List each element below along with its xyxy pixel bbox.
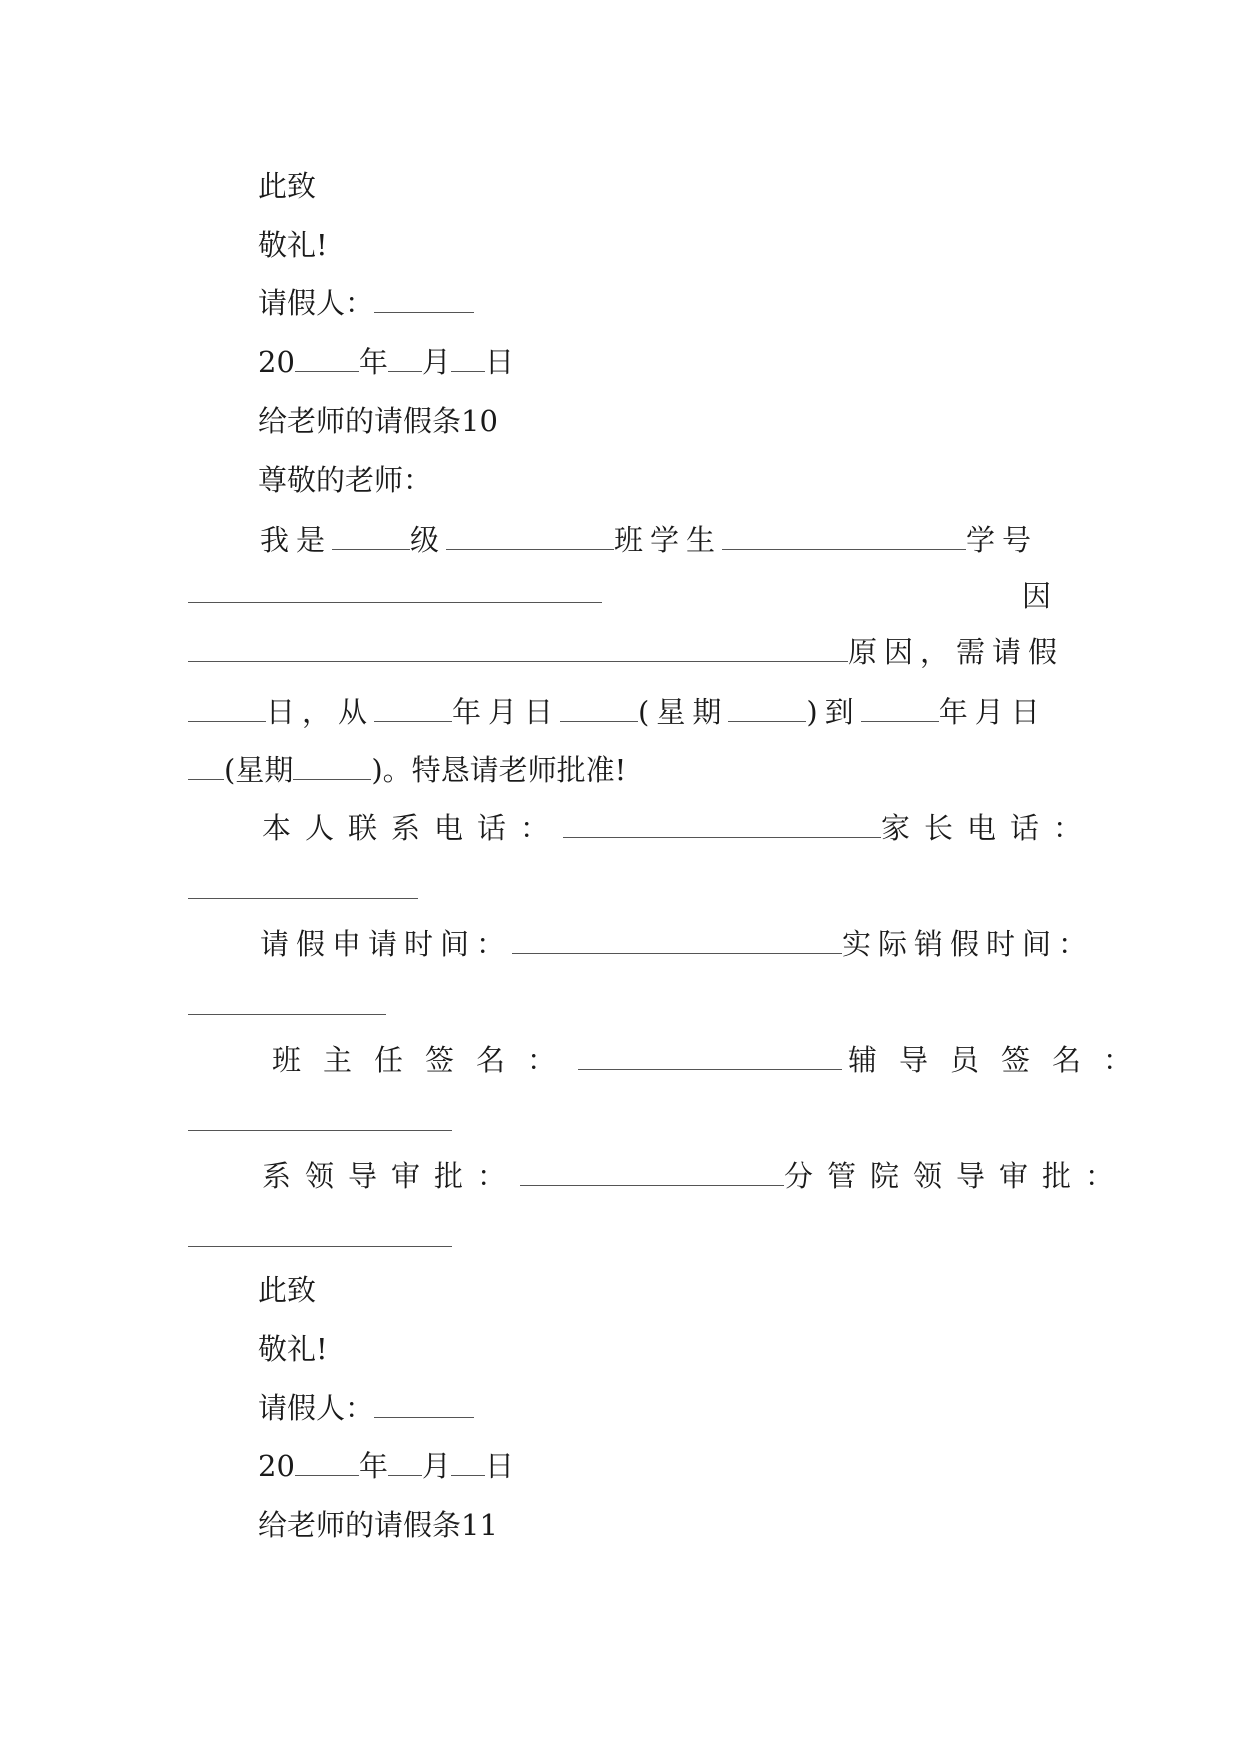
college-leader-blank bbox=[188, 1246, 452, 1247]
month-blank bbox=[388, 347, 422, 372]
to-blank bbox=[861, 697, 939, 722]
applicant-label: 请假人： bbox=[258, 286, 375, 320]
applicant-blank bbox=[374, 288, 474, 313]
from-date-blank bbox=[560, 697, 638, 722]
contact-line: 本人联系电话： 家长电话： bbox=[262, 811, 1097, 845]
body-line-5: (星期 )。特恳请老师批准! bbox=[188, 752, 626, 788]
year-blank bbox=[295, 1451, 359, 1476]
name-blank bbox=[722, 525, 966, 550]
time-line: 请假申请时间： 实际销假时间： bbox=[260, 927, 1095, 961]
contact-phone-blank bbox=[563, 813, 881, 838]
grade-blank bbox=[332, 525, 410, 550]
class-blank bbox=[446, 525, 614, 550]
salute-text: 敬礼! bbox=[258, 1332, 328, 1366]
body-line-3: 原因，需请假 bbox=[188, 634, 1064, 670]
dept-leader-blank bbox=[520, 1161, 784, 1186]
greeting: 尊敬的老师： bbox=[258, 463, 433, 497]
counselor-blank bbox=[188, 1130, 452, 1131]
salute-text: 敬礼! bbox=[258, 228, 328, 262]
cancel-time-blank bbox=[188, 1014, 386, 1015]
month-blank bbox=[388, 1451, 422, 1476]
date-line: 20 年 月 日 bbox=[258, 345, 514, 379]
to-date-blank bbox=[188, 755, 224, 780]
body-line-1: 我是 级 班学生 学号 bbox=[260, 523, 1039, 557]
apply-time-blank bbox=[512, 929, 842, 954]
body-line-4: 日，从 年月日 (星期 )到 年月日 bbox=[188, 694, 1047, 730]
weekday2-blank bbox=[293, 755, 371, 780]
applicant-line bbox=[258, 1390, 474, 1426]
year-blank bbox=[295, 347, 359, 372]
from-blank bbox=[374, 697, 452, 722]
applicant-line bbox=[258, 285, 474, 321]
approval-line: 系领导审批： 分管院领导审批： bbox=[262, 1159, 1129, 1193]
head-teacher-blank bbox=[578, 1045, 842, 1070]
because-text: 因 bbox=[1022, 579, 1052, 613]
student-id-blank bbox=[188, 602, 602, 603]
closing-text: 此致 bbox=[258, 1273, 317, 1307]
applicant-blank bbox=[374, 1393, 474, 1418]
days-blank bbox=[188, 697, 266, 722]
parent-phone-blank bbox=[188, 898, 418, 899]
weekday-blank bbox=[728, 697, 806, 722]
applicant-label: 请假人： bbox=[258, 1391, 375, 1425]
day-blank bbox=[451, 347, 485, 372]
date-line: 20 年 月 日 bbox=[258, 1449, 514, 1483]
day-blank bbox=[451, 1451, 485, 1476]
reason-blank bbox=[188, 637, 848, 662]
closing-text: 此致 bbox=[258, 169, 317, 203]
signature-line: 班主任签名： 辅导员签名： bbox=[272, 1043, 1155, 1077]
note-title: 给老师的请假条11 bbox=[258, 1508, 498, 1542]
note-title: 给老师的请假条10 bbox=[258, 404, 498, 438]
